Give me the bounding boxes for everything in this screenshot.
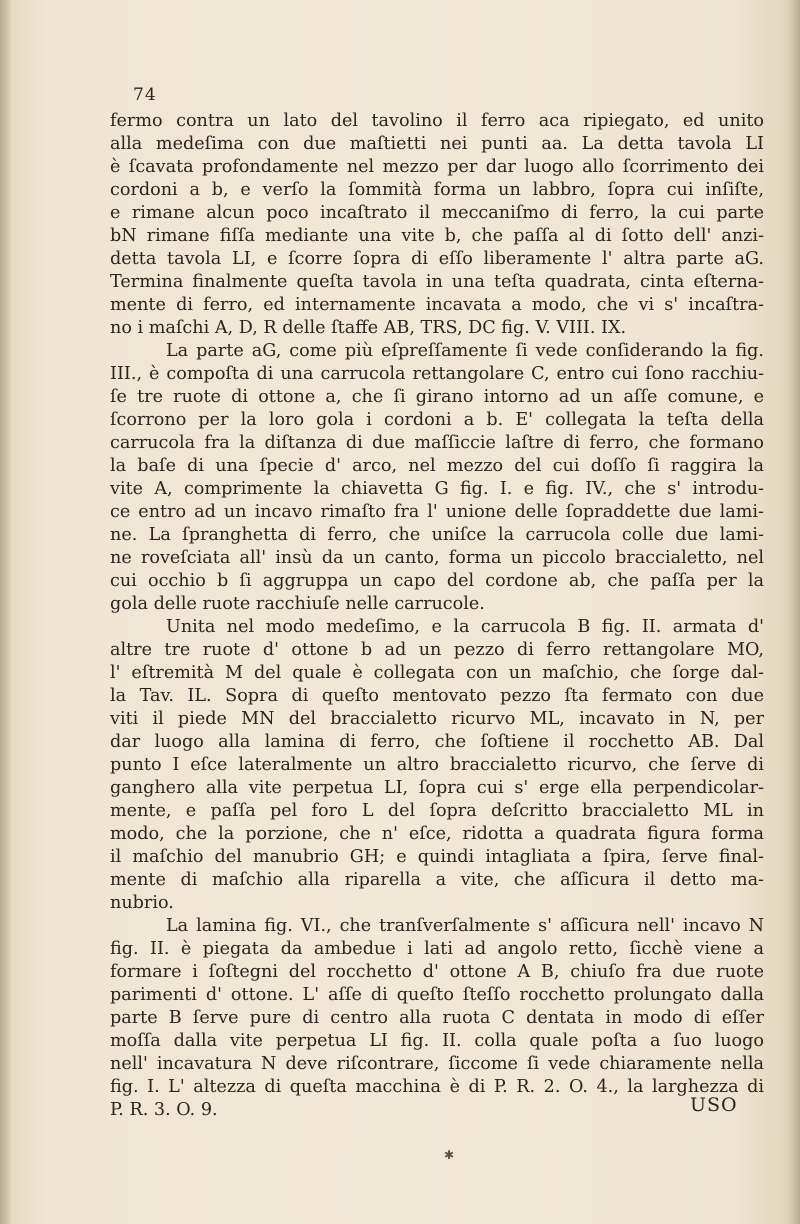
text-line: Termina finalmente queſta tavola in una teſta quadrata, cinta eſterna- [110,272,764,292]
paragraph-start-line: La lamina fig. VI., che tranſverſalmente s' aſſicura nell' incavo N [166,916,764,936]
text-line: nell' incavatura N deve riſcontrare, ſiccome ſi vede chiaramente nella [110,1054,764,1074]
text-line: e rimane alcun poco incaſtrato il meccaniſmo di ferro, la cui parte [110,203,764,223]
text-line: parimenti d' ottone. L' aſſe di queſto ſteſſo rocchetto prolungato dalla [110,985,764,1005]
paragraph-start-line: La parte aG, come più eſpreſſamente ſi vede conſiderando la fig. [166,341,764,361]
text-line: mente di ferro, ed internamente incavata a modo, che vi s' incaſtra- [110,295,764,315]
text-line: fig. II. è piegata da ambedue i lati ad angolo retto, ſicchè viene a [110,939,764,959]
printer-ornament-icon: ✱ [444,1148,455,1162]
text-line: detta tavola LI, e ſcorre ſopra di eſſo liberamente l' altra parte aG. [110,249,764,269]
text-line: la baſe di una ſpecie d' arco, nel mezzo del cui doſſo ſi raggira la [110,456,764,476]
text-line: modo, che la porzione, che n' eſce, ridotta a quadrata figura forma [110,824,764,844]
paragraph-start-line: Unita nel modo medeſimo, e la carrucola B fig. II. armata d' [166,617,764,637]
text-line: moſſa dalla vite perpetua LI fig. II. colla quale poſta a ſuo luogo [110,1031,764,1051]
text-line: dar luogo alla lamina di ferro, che ſoſtiene il rocchetto AB. Dal [110,732,764,752]
text-line: fig. I. L' altezza di queſta macchina è di P. R. 2. O. 4., la larghezza di [110,1077,764,1097]
text-line: cui occhio b ſi aggruppa un capo del cordone ab, che paſſa per la [110,571,764,591]
text-line: il maſchio del manubrio GH; e quindi intagliata a ſpira, ſerve final- [110,847,764,867]
text-line: ſe tre ruote di ottone a, che ſi girano intorno ad un aſſe comune, e [110,387,764,407]
page-binding-edge [0,0,12,1224]
body-text [110,110,764,1122]
text-line: bN rimane fiſſa mediante una vite b, che paſſa al di ſotto dell' anzi- [110,226,764,246]
text-line: ſcorrono per la loro gola i cordoni a b. E' collegata la teſta della [110,410,764,430]
text-line: no i maſchi A, D, R delle ſtaffe AB, TRS, DC fig. V. VIII. IX. [110,318,627,338]
text-line: punto I eſce lateralmente un altro braccialetto ricurvo, che ſerve di [110,755,764,775]
text-line: nubrio. [110,893,174,913]
text-line: viti il piede MN del braccialetto ricurvo ML, incavato in N, per [110,709,764,729]
text-line: fermo contra un lato del tavolino il ferro aca ripiegato, ed unito [110,111,764,131]
text-line: la Tav. IL. Sopra di queſto mentovato pezzo ſta fermato con due [110,686,764,706]
text-line: carrucola fra la diſtanza di due maſſiccie laſtre di ferro, che formano [110,433,764,453]
text-line: gola delle ruote racchiuſe nelle carrucole. [110,594,485,614]
text-line: è ſcavata profondamente nel mezzo per dar luogo allo ſcorrimento dei [110,157,764,177]
text-line: ne roveſciata all' insù da un canto, forma un piccolo braccialetto, nel [110,548,764,568]
text-line: parte B ſerve pure di centro alla ruota C dentata in modo di eſſer [110,1008,764,1028]
page-outer-edge [786,0,800,1224]
text-line: formare i ſoſtegni del rocchetto d' ottone A B, chiuſo fra due ruote [110,962,764,982]
text-line: l' eſtremità M del quale è collegata con un maſchio, che ſorge dal- [110,663,764,683]
text-line: mente, e paſſa pel foro L del ſopra deſcritto braccialetto ML in [110,801,764,821]
catchword: USO [690,1094,738,1116]
text-line: vite A, comprimente la chiavetta G fig. I. e fig. IV., che s' introdu- [110,479,764,499]
text-line: mente di maſchio alla riparella a vite, che aſſicura il detto ma- [110,870,764,890]
text-line: ganghero alla vite perpetua LI, ſopra cui s' erge ella perpendicolar- [110,778,764,798]
text-line: III., è compoſta di una carrucola rettangolare C, entro cui ſono racchiu- [110,364,764,384]
text-line: P. R. 3. O. 9. [110,1100,218,1120]
text-line: ce entro ad un incavo rimaſto fra l' unione delle ſopraddette due lami- [110,502,764,522]
text-line: ne. La ſpranghetta di ferro, che uniſce la carrucola colle due lami- [110,525,764,545]
text-line: cordoni a b, e verſo la ſommità forma un labbro, ſopra cui inſiſte, [110,180,764,200]
text-line: alla medeſima con due maſtietti nei punti aa. La detta tavola LI [110,134,764,154]
text-line: altre tre ruote d' ottone b ad un pezzo di ferro rettangolare MO, [110,640,764,660]
page-number: 74 [133,85,157,105]
